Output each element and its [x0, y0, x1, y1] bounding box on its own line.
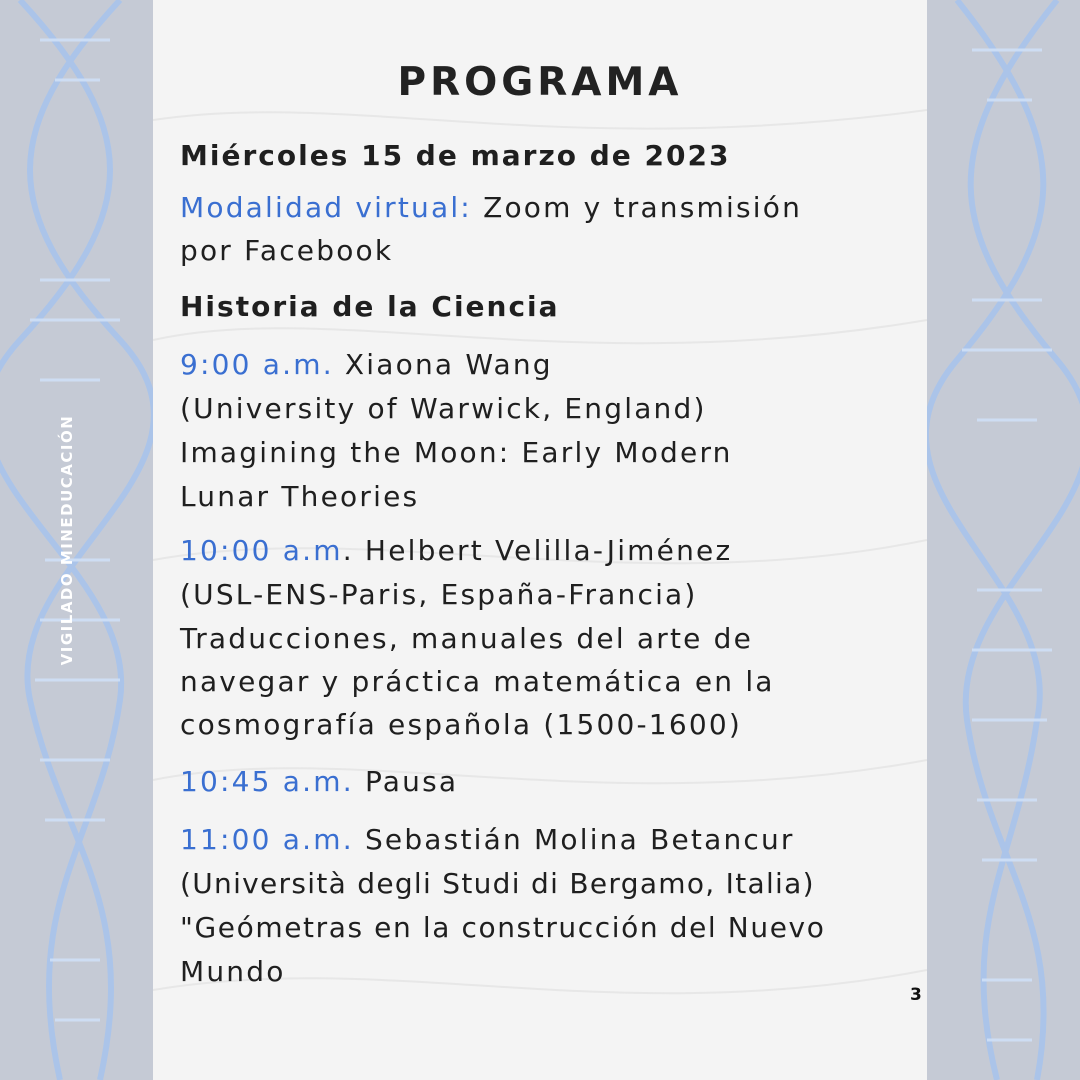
- session-2-title-3: cosmografía española (1500-1600): [180, 708, 742, 741]
- event-date: Miércoles 15 de marzo de 2023: [180, 139, 731, 172]
- session-1-affiliation: (University of Warwick, England): [180, 392, 707, 425]
- session-4-title-1: "Geómetras en la construcción del Nuevo: [180, 911, 826, 944]
- modality-value-continued: por Facebook: [180, 234, 394, 267]
- session-speaker: Sebastián Molina Betancur: [364, 823, 795, 856]
- session-4-line-1: [180, 818, 795, 862]
- session-time: 9:00 a.m.: [180, 348, 334, 381]
- program-panel: [153, 0, 927, 1080]
- left-dna-border: [0, 0, 153, 1080]
- page-title: PROGRAMA: [397, 60, 683, 105]
- modality-label: Modalidad virtual:: [180, 191, 472, 224]
- modality-line: [180, 186, 802, 230]
- session-time: 10:45 a.m.: [180, 765, 354, 798]
- session-1-title-2: Lunar Theories: [180, 480, 420, 513]
- session-4-title-2: Mundo: [180, 955, 286, 988]
- vertical-watermark-label: [57, 390, 77, 690]
- session-4-affiliation: (Università degli Studi di Bergamo, Italia): [180, 867, 815, 900]
- session-1-title-1: Imagining the Moon: Early Modern: [180, 436, 733, 469]
- modality-value: Zoom y transmisión: [483, 191, 803, 224]
- session-speaker: Xiaona Wang: [344, 348, 553, 381]
- dna-helix-icon: [927, 0, 1080, 1080]
- session-3-line-1: [180, 760, 458, 804]
- session-2-title-1: Traducciones, manuales del arte de: [180, 622, 754, 655]
- session-pause: Pausa: [364, 765, 459, 798]
- session-2-line-1: [180, 529, 732, 573]
- session-speaker: . Helbert Velilla-Jiménez: [342, 534, 733, 567]
- session-2-title-2: navegar y práctica matemática en la: [180, 665, 775, 698]
- session-1-line-1: [180, 343, 553, 387]
- vertical-label-text: VIGILADO MINEDUCACIÓN: [58, 414, 76, 666]
- section-heading: Historia de la Ciencia: [180, 290, 560, 323]
- page-number: 3: [910, 985, 922, 1005]
- right-dna-border: [927, 0, 1080, 1080]
- session-time: 11:00 a.m.: [180, 823, 354, 856]
- session-time: 10:00 a.m: [180, 534, 343, 567]
- session-2-affiliation: (USL-ENS-Paris, España-Francia): [180, 578, 698, 611]
